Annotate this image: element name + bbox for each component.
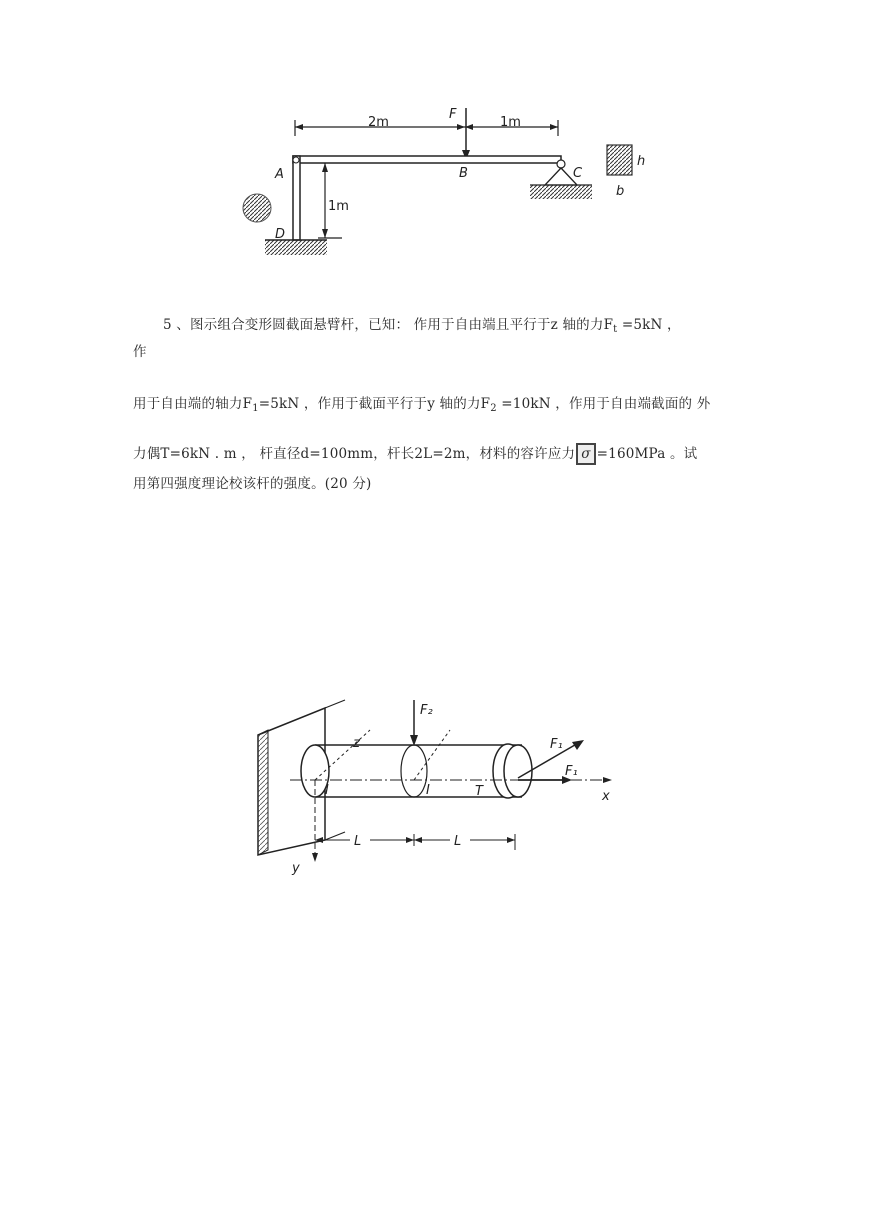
force-f1-subscript: 1	[252, 403, 259, 414]
problem-line-5: 用第四强度理论校该杆的强度。(20 分)	[133, 476, 372, 492]
cantilever-rod-figure	[250, 690, 630, 890]
torque-t-label: T	[475, 784, 483, 799]
force-f2-subscript: 2	[490, 403, 497, 414]
circular-section-icon	[243, 194, 271, 222]
force-f2-value: =10kN ，作用于自由端截面的 外	[496, 396, 711, 412]
allowable-stress-value: =160MPa 。试	[596, 446, 698, 462]
force-ft-subscript: t	[613, 324, 618, 335]
point-b-label: B	[459, 166, 468, 181]
axis-y-label: y	[292, 861, 300, 876]
rect-section-icon	[607, 145, 632, 175]
dim-left-label: 2m	[368, 115, 389, 130]
axis-x-label: x	[602, 789, 610, 804]
section-i2-label: I	[426, 783, 430, 798]
problem-line-2: 作	[133, 344, 147, 360]
axis-z-label: z	[353, 736, 360, 751]
dim-height-label: 1m	[328, 199, 349, 214]
problem-line-3-text: 用于自由端的轴力	[133, 396, 243, 412]
problem-line-3	[133, 392, 710, 414]
dim-right-label: 1m	[500, 115, 521, 130]
problem-line-1-text: 5 、图示组合变形圆截面悬臂杆，已知： 作用于自由端且平行于z 轴的力	[163, 317, 604, 333]
section-h-label: h	[637, 154, 646, 169]
point-c-label: C	[573, 166, 583, 181]
problem-line-1	[163, 313, 681, 335]
problem-line-4-text: 力偶T=6kN . m ， 杆直径d=100mm，杆长2L=2m，材料的容许应力	[133, 446, 576, 462]
section-i1-label: I	[325, 783, 329, 798]
frame-structure-figure	[230, 100, 670, 270]
length-l2-label: L	[454, 834, 462, 849]
force-f2-symbol: F	[480, 396, 491, 412]
force-f2-label: F₂	[420, 703, 433, 718]
point-a-label: A	[275, 167, 284, 182]
point-d-label: D	[275, 227, 286, 242]
force-f-label: F	[449, 107, 457, 122]
force-f1-symbol: F	[242, 396, 253, 412]
allowable-stress-symbol: σ	[576, 443, 595, 465]
force-f1-value: =5kN ，作用于截面平行于y 轴的力	[258, 396, 481, 412]
force-f1-label: F₁	[565, 764, 578, 779]
problem-line-4	[133, 442, 697, 465]
length-l1-label: L	[354, 834, 362, 849]
force-ft-symbol: F	[603, 317, 614, 333]
force-ft-label: F₁	[550, 737, 563, 752]
section-b-label: b	[616, 184, 625, 199]
force-ft-value: =5kN ，	[617, 317, 681, 333]
